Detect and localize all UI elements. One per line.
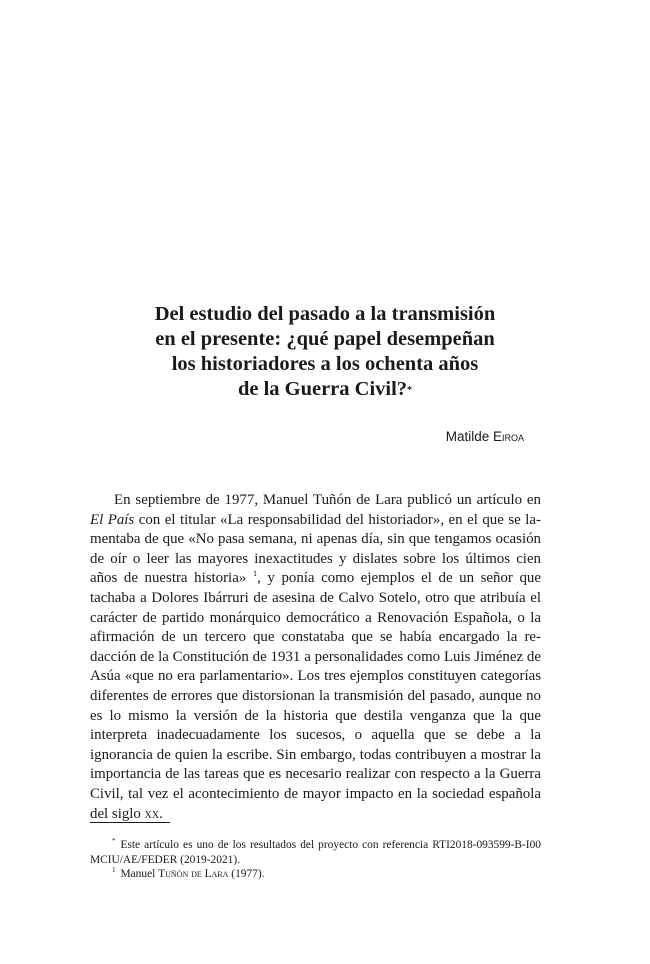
footnote-reference-1[interactable]: 1 <box>252 568 258 579</box>
footnote-mark: * <box>112 837 116 846</box>
title-footnote-mark[interactable]: * <box>407 385 413 396</box>
footnote-text: Este artículo es uno de los resultados del proyecto con referencia RTI2018-093599-B-I00 MCIU/AE/FEDER (2019-2021). <box>90 839 541 866</box>
body-paragraph <box>90 491 541 824</box>
author-last-name: Eiroa <box>492 429 524 444</box>
author-name <box>446 429 524 445</box>
body-text: En septiembre de 1977, Manuel Tuñón de Lara publicó un artículo en <box>114 492 541 508</box>
body-text: con el titular «La responsabilidad del historiador», en el que se lamentaba de que «No pasa semana, ni apenas día, sin que tengamos ocasión de oír o leer las mayores inexactitudes y dislates sobre los últimos cien años de nuestra historia» <box>90 511 541 587</box>
footnote-text: (1977). <box>228 868 265 881</box>
footnote-author: Tuñón de Lara <box>158 868 229 881</box>
footnote-item <box>90 838 541 867</box>
title-line: en el presente: ¿qué papel desempeñan <box>155 328 495 350</box>
footnote-text: Manuel <box>120 868 159 881</box>
footnotes <box>90 838 541 882</box>
footnote-mark: 1 <box>112 866 116 875</box>
body-text: , y ponía como ejemplos el de un señor que tachaba a Dolores Ibárruri de asesina de Calvo Sotelo, otro que atribuía el carácter de partido monárquico democrático a Renovación Española, o la afirmación de un tercero que constataba que se había encargado la redacción de la Constitución de 1931 a personalidades como Luis Jiménez de Asúa «que no era parlamentario». Los tres ejemplos constituyen categorías diferentes de errores que distorsionan la transmisión del pasado, aunque no es lo mismo la versión de la historia que destila venganza que la que interpreta inadecuadamente los sucesos, o aquella que se debe a la ignorancia de quien la escribe. Sin embargo, todas contribuyen a mostrar la importancia de las tareas que es necesario realizar con respecto a la Guerra Civil, tal vez el acontecimiento de mayor impacto en la sociedad española del siglo <box>90 570 541 822</box>
footnote-item <box>90 867 541 882</box>
body-text: . <box>159 805 163 822</box>
author-first-name: Matilde <box>445 429 493 444</box>
title-line: los historiadores a los ochenta años <box>171 353 479 375</box>
newspaper-name: El País <box>90 511 135 528</box>
article-title <box>80 302 570 402</box>
title-line: de la Guerra Civil? <box>237 378 408 400</box>
century-numeral: xx <box>144 805 160 822</box>
footnote-separator <box>90 822 170 823</box>
title-line: Del estudio del pasado a la transmisión <box>154 303 496 325</box>
